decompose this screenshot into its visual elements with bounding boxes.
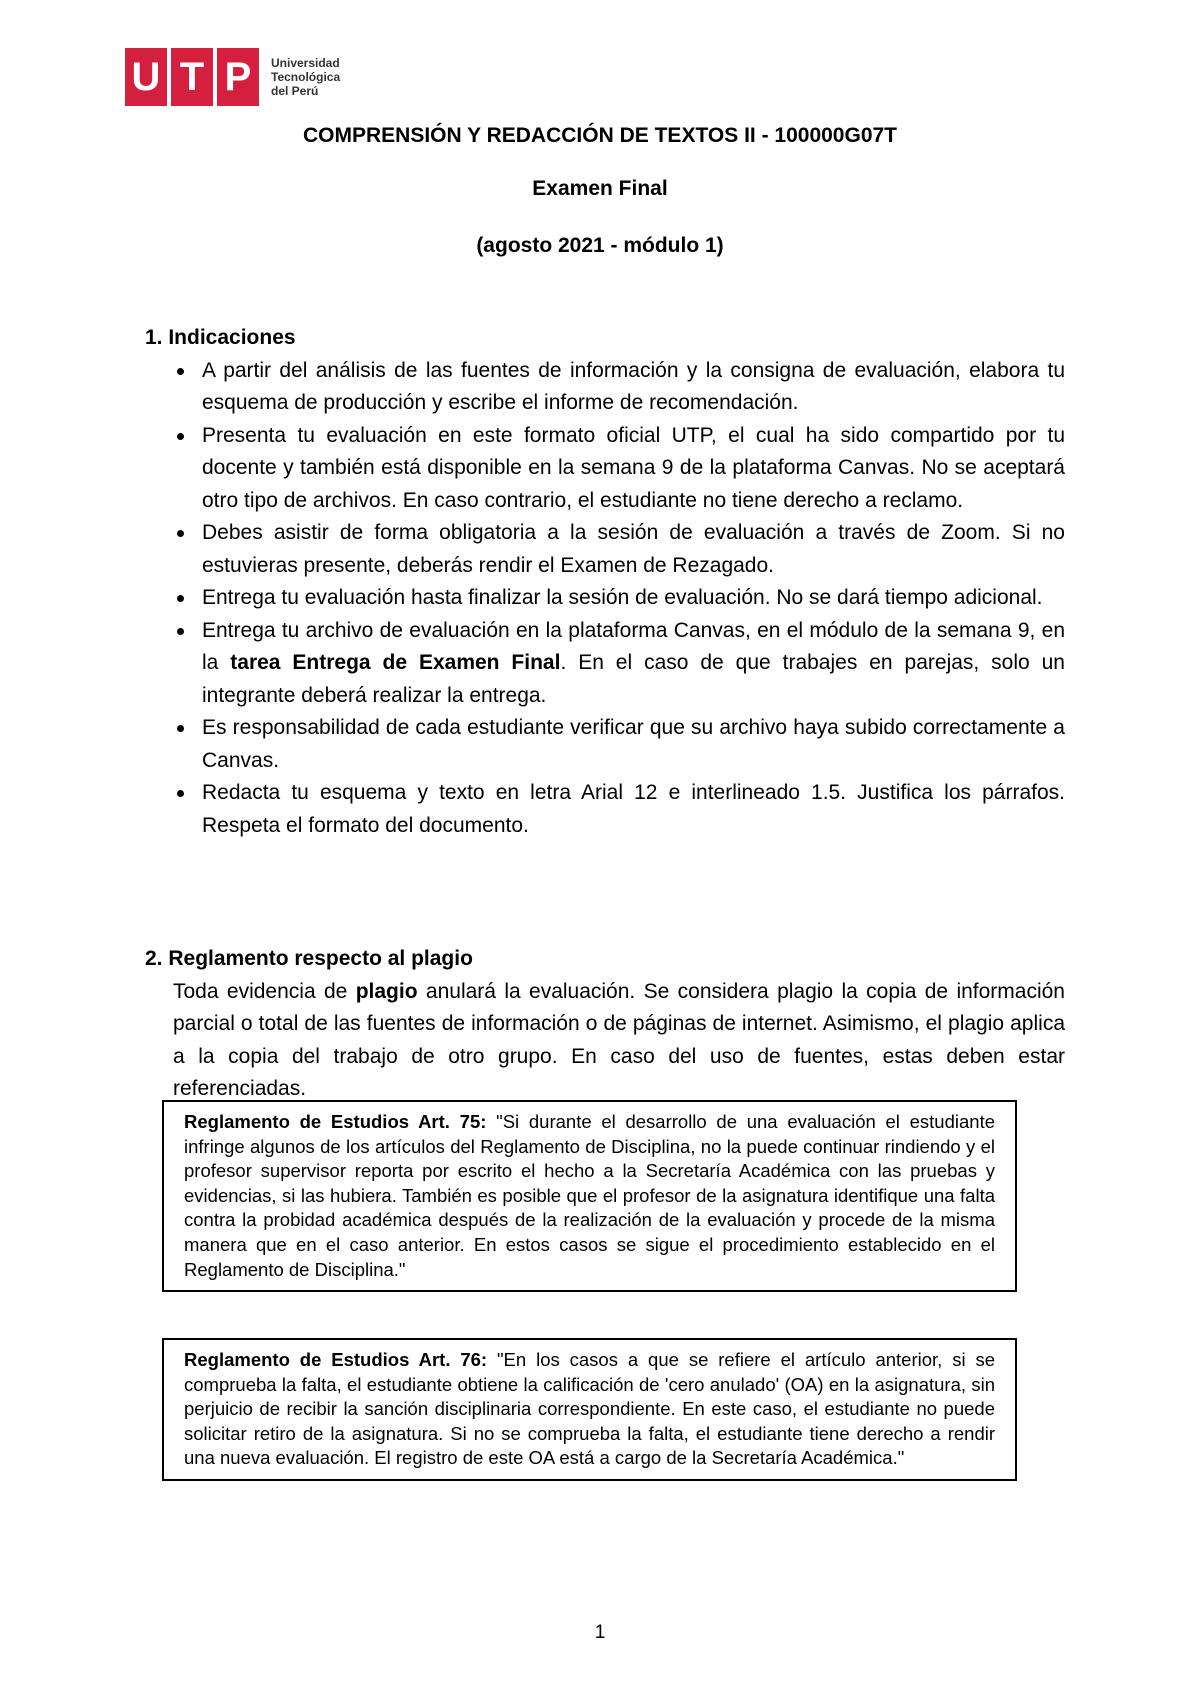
list-item: Presenta tu evaluación en este formato oficial UTP, el cual ha sido compartido por tu docente y también está disponible en la semana 9 de la plataforma Canvas. No se aceptará otro tipo de archivos. En caso contrario, el estudiante no tiene derecho a reclamo. [145, 420, 1065, 518]
list-item: A partir del análisis de las fuentes de información y la consigna de evaluación, elabora tu esquema de producción y escribe el informe de recomendación. [145, 355, 1065, 420]
list-item: Debes asistir de forma obligatoria a la sesión de evaluación a través de Zoom. Si no estuvieras presente, deberás rendir el Examen de Rezagado. [145, 517, 1065, 582]
logo-letter: P [217, 48, 259, 106]
article-76-text: "En los casos a que se refiere el artículo anterior, si se comprueba la falta, el estudiante obtiene la calificación de 'cero anulado' (OA) en la asignatura, sin perjuicio de recibir la sanción disciplinaria correspondiente. En este caso, el estudiante no puede solicitar retiro de la asignatura. Si no se comprueba la falta, el estudiante tiene derecho a rendir una nueva evaluación. El registro de este OA está a cargo de la Secretaría Académica." [184, 1349, 995, 1469]
utp-logo [125, 48, 340, 106]
utp-logo-letters [125, 48, 263, 106]
plagio-text: anulará la evaluación. Se considera plagio la copia de información parcial o total de las fuentes de información o de páginas de internet. Asimismo, el plagio aplica a la copia del trabajo de otro grupo. En caso del uso de fuentes, estas deben estar referenciadas. [173, 979, 1065, 1100]
article-76-label: Reglamento de Estudios Art. 76: [184, 1349, 488, 1370]
indicaciones-list [145, 355, 1065, 843]
exam-period: (agosto 2021 - módulo 1) [476, 234, 724, 257]
article-76-box [162, 1338, 1017, 1481]
list-item [145, 615, 1065, 713]
article-75-label: Reglamento de Estudios Art. 75: [184, 1111, 487, 1132]
list-item: Entrega tu evaluación hasta finalizar la sesión de evaluación. No se dará tiempo adicional. [145, 582, 1065, 615]
item-bold-text: tarea Entrega de Examen Final [230, 651, 561, 674]
logo-wordmark [271, 56, 340, 98]
logo-letter: T [171, 48, 213, 106]
plagio-heading: 2. Reglamento respecto al plagio [145, 947, 473, 970]
logo-line: Tecnológica [271, 70, 341, 84]
exam-title: Examen Final [532, 177, 668, 200]
plagio-text: Toda evidencia de [173, 979, 356, 1003]
plagio-paragraph [145, 976, 1065, 1106]
item-text: . En el caso de que trabajes en parejas, solo un integrante deberá realizar la entrega. [202, 651, 1065, 707]
list-item: Es responsabilidad de cada estudiante verificar que su archivo haya subido correctamente a Canvas. [145, 712, 1065, 777]
logo-line: del Perú [271, 84, 319, 98]
logo-letter: U [125, 48, 167, 106]
article-75-box [162, 1100, 1017, 1292]
plagio-section [145, 943, 1065, 1106]
page-number: 1 [594, 1622, 606, 1643]
indicaciones-heading: 1. Indicaciones [145, 326, 296, 349]
course-title: COMPRENSIÓN Y REDACCIÓN DE TEXTOS II - 100000G07T [303, 124, 897, 147]
item-text: Entrega tu archivo de evaluación en la plataforma Canvas, en el módulo de la semana 9, en la [202, 618, 1065, 674]
indicaciones-section [145, 322, 1065, 842]
logo-line: Universidad [271, 56, 340, 70]
list-item: Redacta tu esquema y texto en letra Arial 12 e interlineado 1.5. Justifica los párrafos. Respeta el formato del documento. [145, 777, 1065, 842]
plagio-bold-text: plagio [355, 979, 418, 1003]
article-75-text: "Si durante el desarrollo de una evaluación el estudiante infringe algunos de los artículos del Reglamento de Disciplina, no la puede continuar rindiendo y el profesor supervisor reporta por escrito el hecho a la Secretaría Académica con las pruebas y evidencias, si las hubiera. También es posible que el profesor de la asignatura identifique una falta contra la probidad académica después de la realización de la evaluación y procede de la misma manera que en el caso anterior. En estos casos se sigue el procedimiento establecido en el Reglamento de Disciplina." [184, 1111, 995, 1280]
